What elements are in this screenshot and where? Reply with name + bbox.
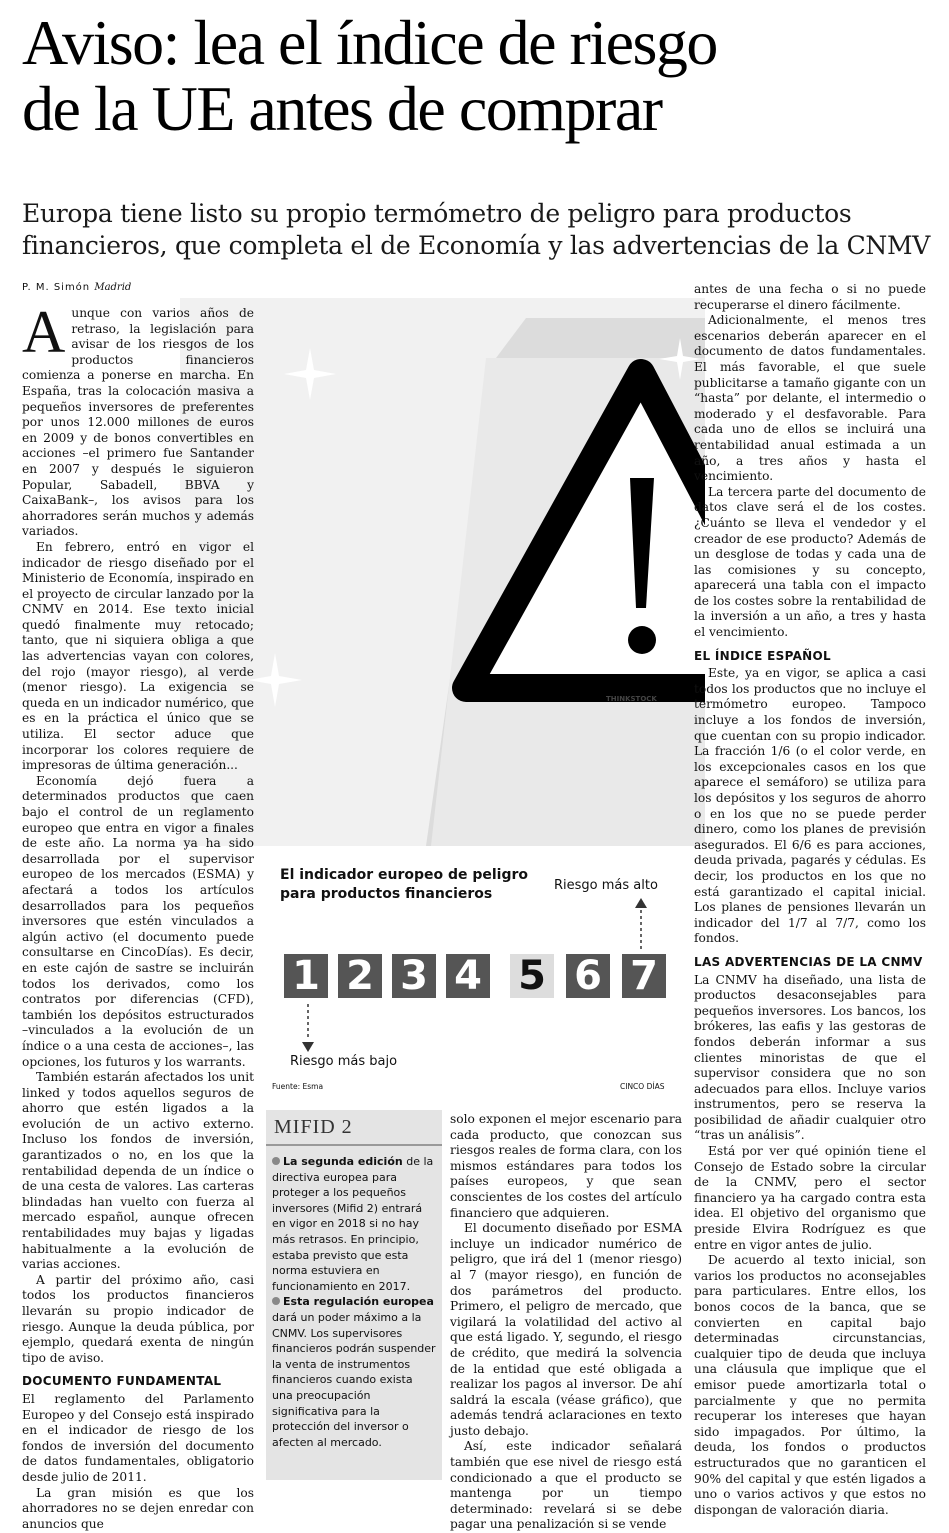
drop-cap: A [22,299,66,365]
bold-lead: La segunda edición [283,1155,403,1168]
risk-level-6: 6 [566,954,610,998]
headline-line-1: Aviso: lea el índice de riesgo [22,7,717,78]
risk-level-2: 2 [338,954,382,998]
paragraph: Este, ya en vigor, se aplica a casi todos los productos que no incluye el termómetro europeo. Tampoco incluye a los fondos de inversión, que cuentan con su propio indicador. La fracción 1/6 (o el color verde, en los excepcionales casos en los que aparece el semáforo) se utiliza para los depósitos y los seguros de ahorro o en los que no se puede perder dinero, como los planes de previsión asegurados. El 6/6 es para acciones, deuda privada, pagarés y cédulas. Es decir, los productos en los que no está garantizado el capital inicial. Los planes de pensiones llevarán un indicador del 1/7 al 7/7, como los fondos. [694,666,926,946]
paragraph: En febrero, entró en vigor el indicador de riesgo diseñado por el Ministerio de Economía, inspirado en el proyecto de circular lanzado por la CNMV en 2014. Ese texto inicial quedó finalmente muy retocado; tanto, que ni siquiera obliga a que las advertencias vayan con colores, del rojo (mayor riesgo), al verde (menor riesgo). La exigencia se queda en un indicador numérico, que es en la práctica el único que se utiliza. El sector aduce que incorporar los colores requiere de impresoras de última generación... [22,539,254,773]
paragraph: El reglamento del Parlamento Europeo y del Consejo está inspirado en el indicador de riesgo de los fondos de inversión del documento de datos fundamentales, obligatorio desde julio de 2011. [22,1391,254,1484]
column-2 [450,1112,682,1533]
risk-scale-infographic [270,866,680,1096]
headline-line-2: de la UE antes de comprar [22,73,662,144]
sidebar-paragraph [272,1154,436,1294]
low-risk-label: Riesgo más bajo [290,1054,398,1069]
paragraph: antes de una fecha o si no puede recuperarse el dinero fácilmente. [694,282,926,312]
arrow-down-icon [301,1004,315,1052]
sidebar-body [272,1154,436,1450]
bullet-icon [272,1297,280,1305]
arrow-up-icon [634,898,648,950]
infographic-title: El indicador europeo de peligro para productos financieros [280,867,529,902]
sidebar-text: dará un poder máximo a la CNMV. Los supervisores financieros podrán suspender la venta de instrumentos financieros cuando exista una preocupación significativa para la protección del inversor o afecten al mercado. [272,1310,436,1449]
paragraph: solo exponen el mejor escenario para cada producto, que conozcan sus riesgos reales de forma clara, con los mismos estándares para todos los países europeos, y que sean conscientes de los costes del artículo financiero que adquieren. [450,1112,682,1220]
section-heading: DOCUMENTO FUNDAMENTAL [22,1374,222,1389]
high-risk-label: Riesgo más alto [554,878,658,893]
paragraph: Así, este indicador señalará también que ese nivel de riesgo está condicionado a que el producto se mantenga por un tiempo determinado: revelará si se debe pagar una penalización si se vende [450,1439,682,1532]
paragraph [22,299,254,540]
paragraph: La gran misión es que los ahorradores no se dejen enredar con anuncios que [22,1485,254,1531]
photo-credit: THINKSTOCK [606,695,657,703]
mifid-sidebar [266,1110,442,1480]
subhead-line-2: financieros, que completa el de Economía y las advertencias de la CNMV [22,231,931,260]
risk-level-1: 1 [284,954,328,998]
risk-level-4: 4 [446,954,490,998]
paragraph: También estarán afectados los unit linked y todos aquellos seguros de ahorro que estén ligados a la evolución de un activo externo. Incluso los fondos de inversión, garantizados o no, en los que la rentabilidad dependa de un índice o de una cesta de valores. Las carteras blindadas han vuelto con fuerza al mercado español, aunque ofrecen rentabilidades muy bajas y ligadas habitualmente a la evolución de varias acciones. [22,1070,254,1272]
risk-level-3: 3 [392,954,436,998]
byline-place: Madrid [94,282,132,293]
infographic-agency: CINCO DÍAS [620,1082,665,1091]
paragraph: A partir del próximo año, casi todos los productos financieros llevarán su propio indicador de riesgo. Aunque la deuda pública, por ejemplo, quedará exenta de ningún tipo de aviso. [22,1272,254,1365]
sparkle-icon [180,298,705,846]
column-1 [22,299,254,1532]
sidebar-title: MIFID 2 [274,1116,353,1138]
paragraph: De acuerdo al texto inicial, son varios los productos no aconsejables para particulares. Entre ellos, los bonos cocos de la banca, que se convierten en capital bajo determinadas circunstancias, cualquier tipo de deuda que incluya una cláusula que implique que el emisor puede amortizarla total o parcialmente y que no permita recuperar los intereses que hayan sido impagados. Por último, la deuda, los fondos o productos estructurados que no garanticen el 90% del capital y que estén ligados a uno o varios activos y que estos no dispongan de valoración diaria. [694,1253,926,1517]
sidebar-divider [266,1144,442,1146]
section-heading: LAS ADVERTENCIAS DE LA CNMV [694,954,923,969]
headline [22,7,937,144]
sidebar-text: de la directiva europea para proteger a los pequeños inversores (Mifid 2) entrará en vigor en 2018 si no hay más retrasos. En principio, estaba previsto que esta norma estuviera en funcionamiento en 2017. [272,1155,434,1293]
paragraph: Está por ver qué opinión tiene el Consejo de Estado sobre la circular de la CNMV, pero el sector financiero ya ha cargado contra esta idea. El objetivo del organismo que preside Elvira Rodríguez es que entre en vigor antes de julio. [694,1144,926,1252]
bold-lead: Esta regulación europea [283,1295,434,1309]
paragraph: Economía dejó fuera a determinados productos que caen bajo el control de un reglamento europeo que entra en vigor a finales de este año. La norma ya ha sido desarrollada por el supervisor europeo de los mercados (ESMA) y afectará a todos los artículos desarrollados para los pequeños inversores que estén vinculados a algún activo (el documento puede consultarse en CincoDías). Es decir, en este cajón de sastre se incluirán todos los derivados, como los contratos por diferencias (CFD), también los depósitos estructurados –vinculados a la evolución de un índice o a una cesta de acciones–, las opciones, los futuros y los warrants. [22,773,254,1069]
sidebar-paragraph [272,1294,436,1450]
warning-sign-photo [180,298,705,846]
byline [22,282,131,293]
subhead-line-1: Europa tiene listo su propio termómetro de peligro para productos [22,199,852,228]
infographic-source: Fuente: Esma [272,1082,324,1091]
subhead [22,198,937,262]
risk-level-5: 5 [510,954,554,998]
byline-author: P. M. Simón [22,282,91,293]
paragraph: Adicionalmente, el menos tres escenarios deberán aparecer en el documento de datos fundamentales. El más favorable, el que suele publicitarse a tamaño gigante con un “hasta” por delante, el intermedio o moderado y el desfavorable. Para cada uno de ellos se incluirá una rentabilidad anual estimada a un año, a tres años y hasta el vencimiento. [694,313,926,484]
paragraph: La CNMV ha diseñado, una lista de productos desaconsejables para pequeños inversores. Los bancos, los brókeres, las eafis y las gestoras de fondos deberán informar a sus clientes minoristas de que el supervisor considera que no son adecuados para ellos. Incluye varios instrumentos, pero se reserva la posibilidad de añadir cualquier otro “tras un análisis”. [694,972,926,1143]
paragraph: La tercera parte del documento de datos clave será el de los costes. ¿Cuánto se lleva el vendedor y el creador de ese producto? Además de un desglose de todas y cada una de las comisiones y su concepto, aparecerá una tabla con el impacto de los costes sobre la rentabilidad de la inversión a un año, a tres y hasta el vencimiento. [694,484,926,640]
column-3 [694,282,926,1518]
bullet-icon [272,1157,280,1165]
paragraph-text: unque con varios años de retraso, la legislación para avisar de los riesgos de los productos financieros comienza a ponerse en marcha. En España, tras la colocación masiva a pequeños inversores de preferentes por unos 12.000 millones de euros en 2009 y de bonos convertibles en acciones –el primero fue Santander en 2007 y después le siguieron Popular, Sabadell, BBVA y CaixaBank–, los avisos para los ahorradores serán muchos y además variados. [22,306,254,539]
risk-level-7: 7 [622,954,666,998]
paragraph: El documento diseñado por ESMA incluye un indicador numérico de peligro, que irá del 1 (menor riesgo) al 7 (mayor riesgo), en función de dos parámetros del producto. Primero, el peligro de mercado, que vigilará la volatilidad del activo al que está ligado. Y, segundo, el riesgo de crédito, que medirá la solvencia de la entidad que esté obligada a realizar los pagos al inversor. De ahí saldrá la escala (véase gráfico), que además tendrá aclaraciones en texto justo debajo. [450,1221,682,1438]
section-heading: EL ÍNDICE ESPAÑOL [694,648,831,663]
